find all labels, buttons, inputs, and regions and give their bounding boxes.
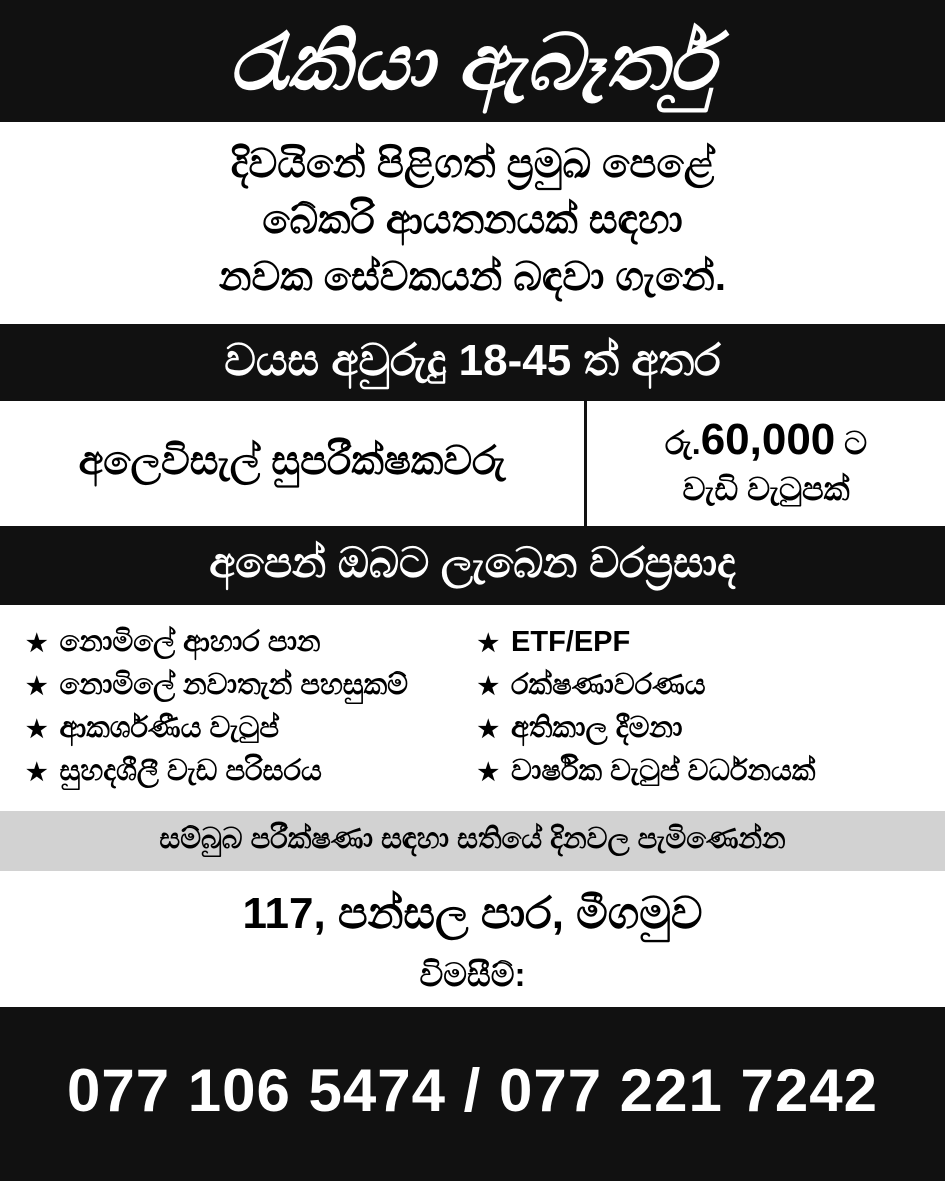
interview-note-strip: [0, 811, 945, 871]
age-requirement-text: වයස අවුරුදු 18-45 ත් අතර: [224, 335, 721, 385]
benefits-list: [0, 605, 945, 811]
list-item: [26, 664, 468, 707]
intro-line-3: නවක සේවකයන් බඳවා ගැනේ.: [218, 255, 727, 300]
salary-cell: [587, 401, 945, 526]
benefit-label: සුහදශීලී වැඩ පරිසරය: [59, 754, 322, 787]
benefit-label: ETF/EPF: [511, 625, 631, 658]
star-icon: ★: [26, 629, 48, 657]
benefit-label: රක්ෂණාවරණය: [511, 668, 706, 701]
list-item: [478, 707, 920, 750]
star-icon: ★: [477, 758, 500, 786]
star-icon: ★: [477, 672, 500, 700]
benefit-label: ආකර්ශණීය වැටුප්: [59, 711, 279, 744]
position-salary-row: [0, 401, 945, 526]
address-block: [0, 871, 945, 1007]
salary-suffix: ට: [844, 425, 868, 462]
benefit-label: නොමිලේ නවාතැන් පහසුකම්: [59, 668, 409, 701]
list-item: [26, 750, 468, 793]
benefits-heading: අපෙන් ඔබට ලැබෙන වරප්‍රසාද: [209, 539, 736, 587]
intro-line-1: දිවයිනේ පිළිගත් ප්‍රමුඛ පෙළේ: [230, 141, 715, 186]
benefit-label: අතිකාල දීමනා: [511, 711, 683, 744]
list-item: [478, 664, 920, 707]
benefits-heading-band: [0, 526, 945, 605]
star-icon: ★: [26, 672, 48, 700]
star-icon: ★: [477, 629, 500, 657]
list-item: [478, 621, 920, 664]
list-item: [26, 707, 468, 750]
phone-numbers: 077 106 5474 / 077 221 7242: [66, 1057, 879, 1125]
phone-band: [0, 1007, 945, 1181]
age-requirement-band: [0, 324, 945, 401]
poster-title-band: [0, 0, 945, 122]
intro-block: [0, 122, 945, 324]
interview-note: සම්බුබ පරීක්ෂණා සඳහා සතියේ දිනවල පැමිණෙන්න: [159, 822, 786, 855]
list-item: [478, 750, 920, 793]
page-title: රැකියා ඇබෑර්තු: [228, 18, 717, 106]
benefit-label: වාර්ෂික වැටුප් වර්ධනයක්: [511, 754, 816, 787]
benefits-column-left: [26, 621, 468, 793]
address-text: 117, පන්සල පාර, මීගමුව: [242, 888, 703, 938]
star-icon: ★: [477, 715, 500, 743]
list-item: [26, 621, 468, 664]
benefit-label: නොමිලේ ආහාර පාන: [59, 625, 321, 658]
salary-prefix: රු.: [665, 425, 701, 462]
intro-line-2: බේකරි ආයතනයක් සඳහා: [262, 198, 683, 243]
star-icon: ★: [26, 715, 48, 743]
star-icon: ★: [26, 758, 48, 786]
benefits-column-right: [478, 621, 920, 793]
position-cell: [0, 401, 587, 526]
position-title: අලෙවිසැල් සුපරීක්ෂකවරු: [78, 439, 506, 484]
salary-amount: 60,000: [700, 415, 836, 465]
inquiry-label: විමසීම්:: [419, 956, 526, 994]
salary-line: [665, 415, 867, 466]
salary-note: වැඩි වැටුපක්: [682, 470, 850, 507]
